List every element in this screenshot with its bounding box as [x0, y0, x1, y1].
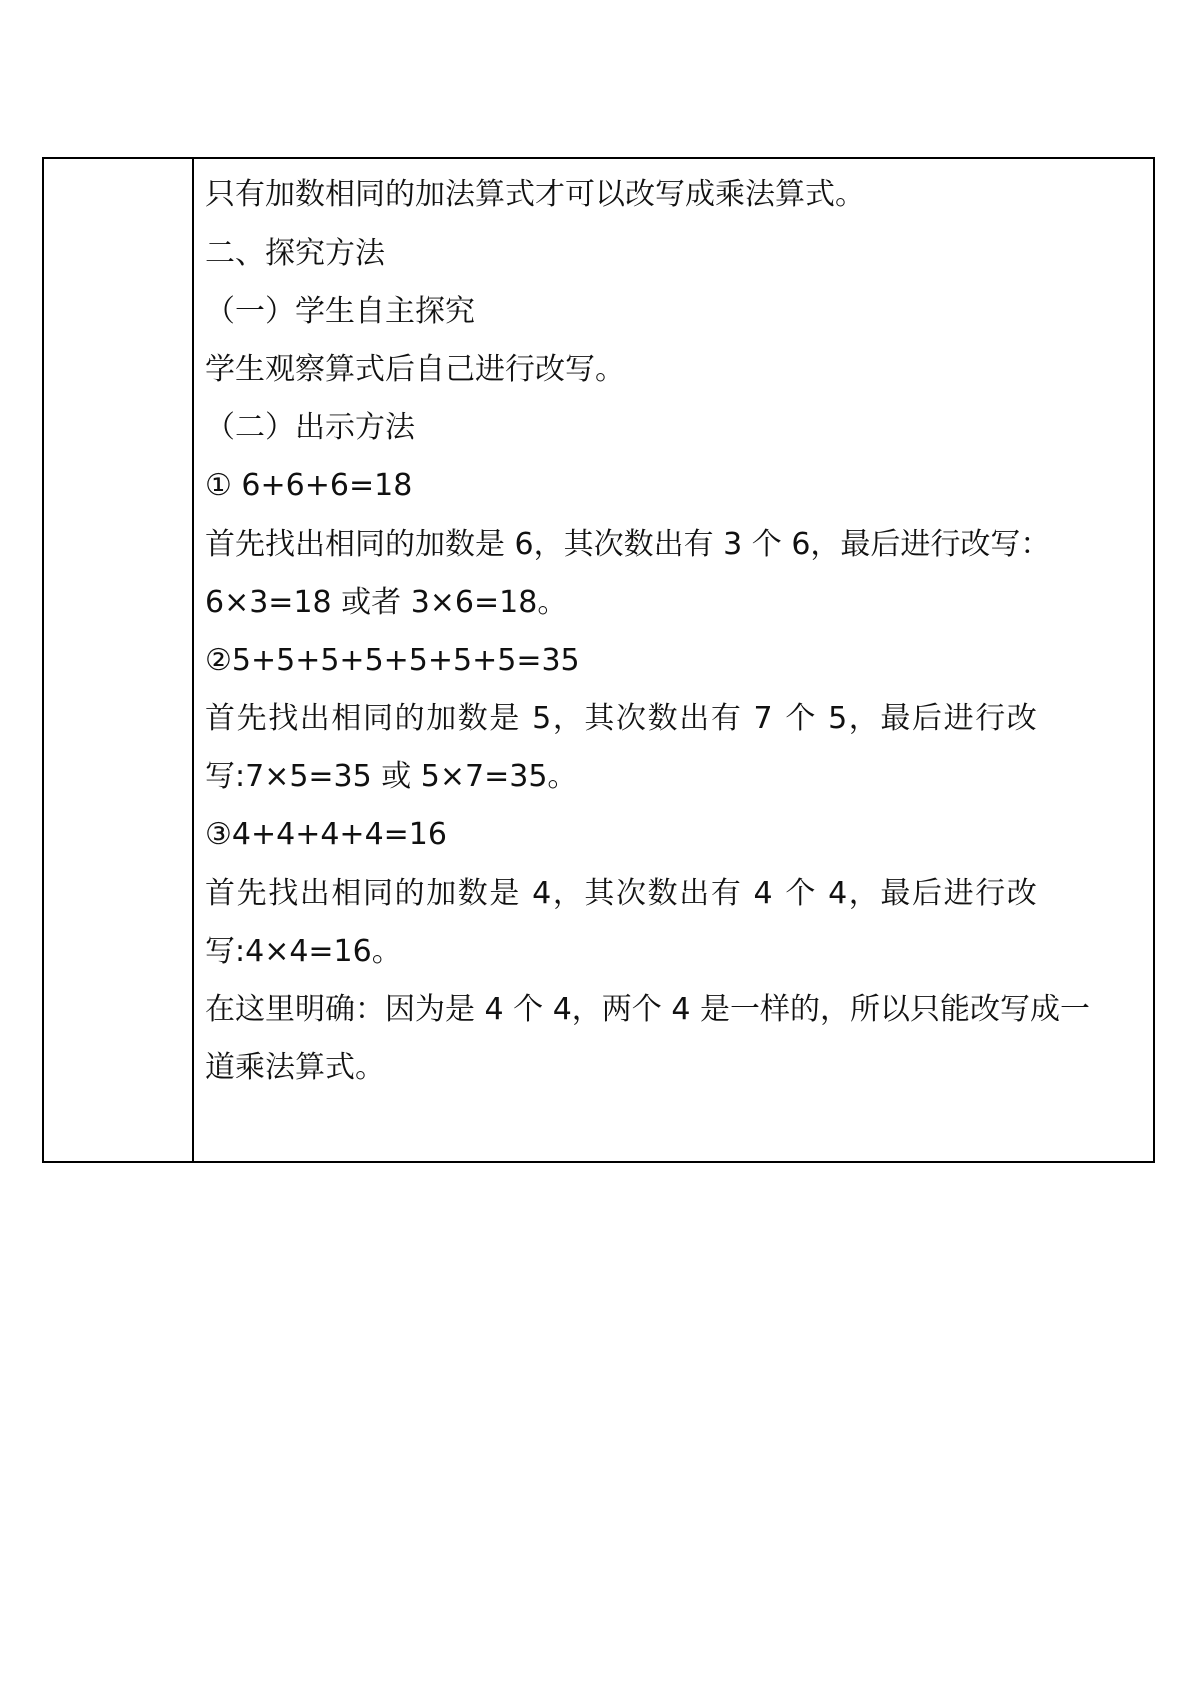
table-left-cell [44, 159, 194, 1161]
text-line: 首先找出相同的加数是 5，其次数出有 7 个 5，最后进行改 [205, 701, 1039, 736]
text-line: 首先找出相同的加数是 4，其次数出有 4 个 4，最后进行改 [205, 876, 1039, 911]
example-equation: ③4+4+4+4=16 [205, 817, 447, 852]
text-line: 写:7×5=35 或 5×7=35。 [205, 759, 578, 794]
section-heading: 二、探究方法 [205, 236, 385, 271]
example-equation: ① 6+6+6=18 [205, 468, 413, 503]
text-line: 6×3=18 或者 3×6=18。 [205, 585, 568, 620]
table-content-cell [194, 159, 1153, 1161]
text-line: 只有加数相同的加法算式才可以改写成乘法算式。 [205, 177, 865, 212]
example-equation: ②5+5+5+5+5+5+5=35 [205, 643, 580, 678]
text-line: 首先找出相同的加数是 6，其次数出有 3 个 6，最后进行改写： [205, 527, 1051, 562]
text-line: 学生观察算式后自己进行改写。 [205, 352, 625, 387]
text-line: 道乘法算式。 [205, 1050, 385, 1085]
text-line: 在这里明确：因为是 4 个 4，两个 4 是一样的，所以只能改写成一 [205, 992, 1090, 1027]
text-line: 写:4×4=16。 [205, 934, 402, 969]
lesson-table [42, 157, 1155, 1163]
subsection-heading: （一）学生自主探究 [205, 294, 475, 329]
subsection-heading: （二）出示方法 [205, 410, 415, 445]
